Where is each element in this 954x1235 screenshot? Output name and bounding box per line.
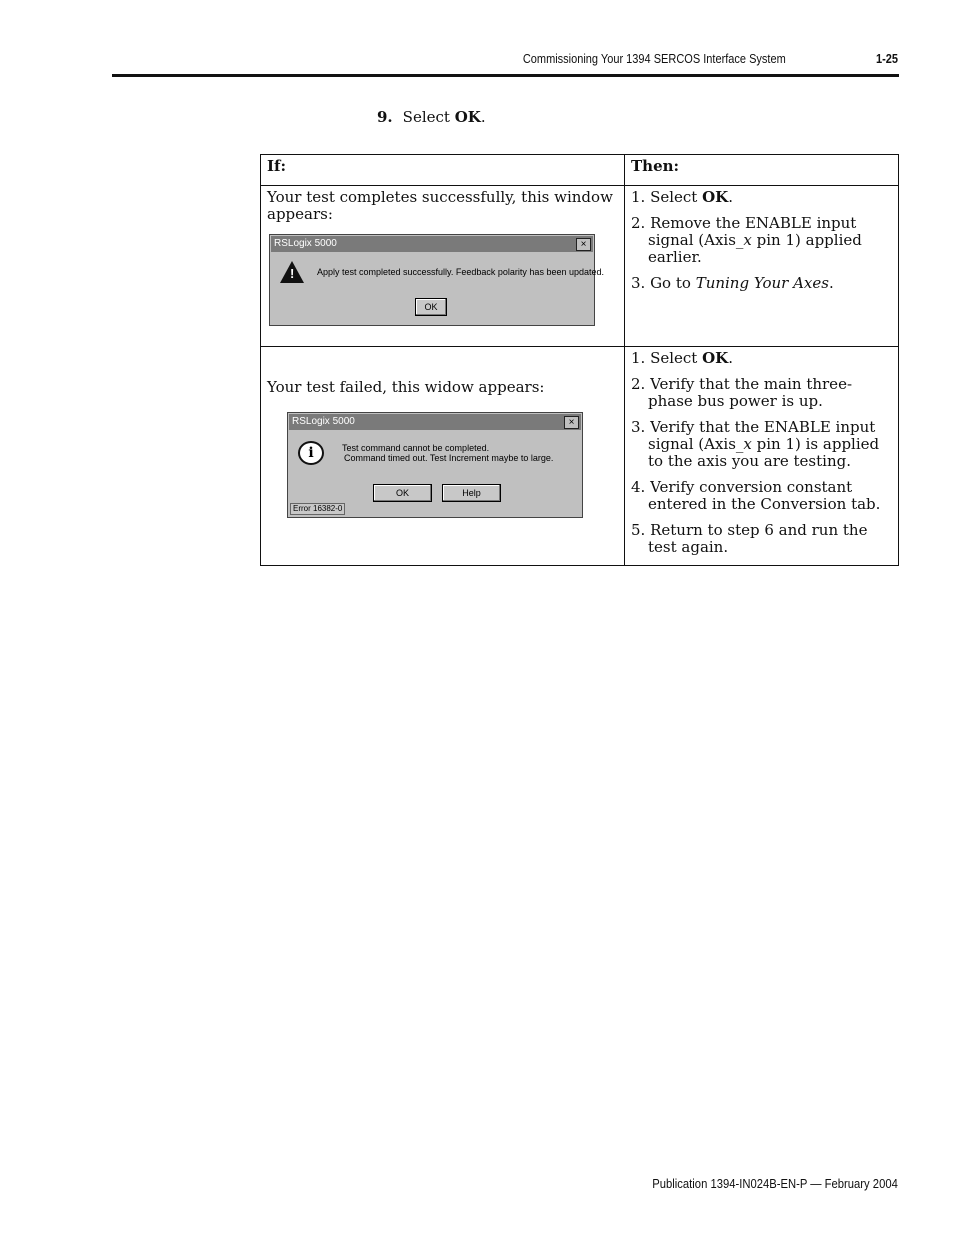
- dialog-message: Apply test completed successfully. Feedback polarity has been updated.: [317, 267, 604, 277]
- item-text: 1. Select: [631, 188, 703, 206]
- step-ok-bold: OK: [454, 108, 481, 126]
- list-item: [631, 189, 890, 206]
- table-header-row: [261, 155, 899, 186]
- dialog-titlebar: [289, 414, 581, 430]
- list-item: 4. Verify conversion constant entered in the Conversion tab.: [631, 478, 881, 513]
- item-text: .: [828, 274, 834, 292]
- info-icon: i: [298, 441, 324, 465]
- item-text: .: [728, 349, 733, 367]
- list-item: [631, 350, 890, 367]
- item-text: pin 1) is applied to the axis you are testing.: [648, 435, 880, 470]
- success-dialog: [269, 234, 604, 326]
- item-text: 3. Verify that the ENABLE input signal (Axis_: [631, 418, 876, 453]
- page-number: 1-25: [875, 52, 898, 66]
- failure-dialog: [287, 412, 583, 518]
- dialog-title: RSLogix 5000: [274, 238, 337, 249]
- list-item: [631, 419, 890, 470]
- item-italic: Tuning Your Axes: [695, 274, 829, 292]
- close-icon[interactable]: ×: [564, 416, 579, 429]
- header-then: Then:: [625, 155, 899, 186]
- running-header-title: Commissioning Your 1394 SERCOS Interface System: [523, 52, 786, 66]
- item-text: .: [728, 188, 733, 206]
- row2-if-text: Your test failed, this widow appears:: [267, 378, 545, 396]
- list-item: 2. Verify that the main three-phase bus power is up.: [631, 375, 853, 410]
- list-item: [631, 275, 890, 292]
- row2-then-list: [625, 347, 898, 556]
- list-item: [631, 215, 890, 266]
- step-text-prefix: Select: [402, 108, 455, 126]
- item-bold: OK: [702, 349, 729, 367]
- item-text: 3. Go to: [631, 274, 696, 292]
- step-text-suffix: .: [480, 108, 486, 126]
- ok-button[interactable]: OK: [415, 298, 447, 316]
- item-text: 2. Remove the ENABLE input signal (Axis_: [631, 214, 857, 249]
- dialog-message-line1: Test command cannot be completed.: [342, 443, 490, 453]
- dialog-titlebar: [271, 236, 593, 252]
- ok-button[interactable]: OK: [373, 484, 432, 502]
- item-text: 1. Select: [631, 349, 703, 367]
- error-status: Error 16382-0: [290, 503, 345, 515]
- publication-footer: Publication 1394-IN024B-EN-P — February 2004: [652, 1177, 898, 1191]
- row1-then-cell: [625, 186, 899, 347]
- header-if: If:: [261, 155, 625, 186]
- warning-icon: !: [280, 261, 304, 283]
- help-button[interactable]: Help: [442, 484, 501, 502]
- item-bold: OK: [702, 188, 729, 206]
- row1-then-list: [625, 186, 898, 292]
- step-9: [377, 108, 486, 126]
- header-rule: [112, 74, 899, 77]
- list-item: 5. Return to step 6 and run the test again.: [631, 521, 868, 556]
- dialog-title: RSLogix 5000: [292, 416, 355, 427]
- item-italic: x: [743, 231, 752, 249]
- step-number: 9.: [377, 108, 393, 126]
- row2-then-cell: [625, 347, 899, 566]
- dialog-message-line2: Command timed out. Test Increment maybe to large.: [344, 453, 554, 463]
- close-icon[interactable]: ×: [576, 238, 591, 251]
- item-italic: x: [743, 435, 752, 453]
- row1-if-text: Your test completes successfully, this window appears:: [267, 188, 613, 223]
- item-text: pin 1) applied earlier.: [648, 231, 862, 266]
